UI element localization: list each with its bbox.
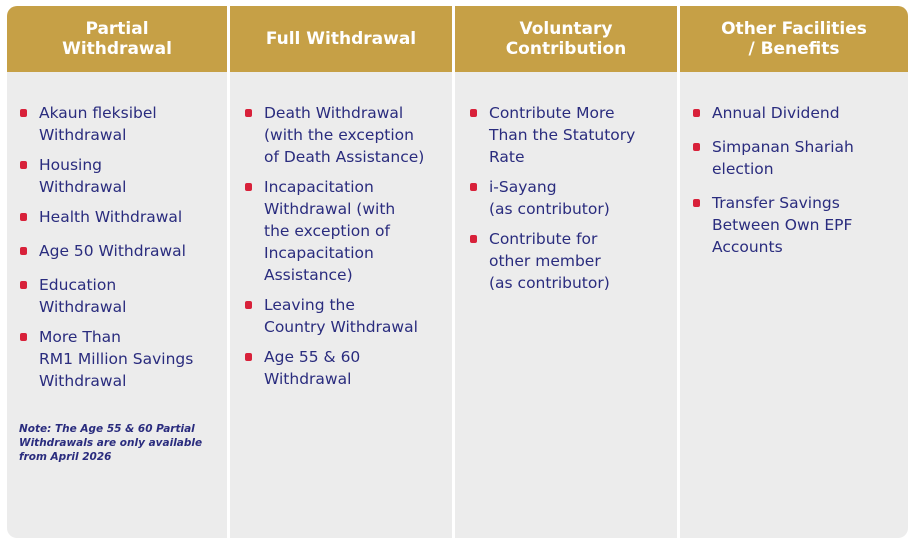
list-item [692, 136, 898, 180]
item-text: Incapacitation Withdrawal (with the exception of Incapacitation Assistance) [264, 178, 396, 284]
column-other-facilities [680, 6, 908, 538]
item-text: Leaving the Country Withdrawal [264, 296, 418, 336]
column-full-withdrawal [230, 6, 452, 538]
item-list [469, 102, 667, 294]
list-item [244, 176, 442, 286]
footnote: Note: The Age 55 & 60 Partial Withdrawals are only available from April 2026 [19, 423, 203, 463]
bullet-icon [245, 301, 252, 309]
item-list [692, 102, 898, 258]
bullet-icon [693, 199, 700, 207]
bullet-icon [20, 281, 27, 289]
bullet-icon [245, 109, 252, 117]
item-list [244, 102, 442, 390]
list-item [19, 102, 217, 146]
bullet-icon [245, 183, 252, 191]
list-item [692, 192, 898, 258]
item-text: Housing Withdrawal [39, 156, 127, 196]
list-item [19, 206, 217, 228]
item-text: Simpanan Shariah election [712, 138, 854, 178]
column-header: Full Withdrawal [230, 6, 452, 72]
column-partial-withdrawal [7, 6, 227, 538]
bullet-icon [20, 247, 27, 255]
item-text: Akaun fleksibel Withdrawal [39, 104, 157, 144]
item-text: Education Withdrawal [39, 276, 127, 316]
bullet-icon [693, 143, 700, 151]
item-text: i-Sayang (as contributor) [489, 178, 610, 218]
column-header: Partial Withdrawal [7, 6, 227, 72]
list-item [469, 102, 667, 168]
bullet-icon [470, 235, 477, 243]
item-text: Transfer Savings Between Own EPF Accounts [712, 194, 853, 256]
list-item [244, 346, 442, 390]
bullet-icon [245, 353, 252, 361]
list-item [19, 274, 217, 318]
bullet-icon [20, 333, 27, 341]
item-text: Contribute for other member (as contributor) [489, 230, 610, 292]
list-item [19, 326, 217, 392]
column-body [680, 72, 908, 538]
column-voluntary-contribution [455, 6, 677, 538]
list-item [244, 102, 442, 168]
bullet-icon [20, 109, 27, 117]
item-text: Death Withdrawal (with the exception of Death Assistance) [264, 104, 425, 166]
facilities-table [7, 6, 908, 538]
list-item [469, 176, 667, 220]
bullet-icon [470, 109, 477, 117]
item-text: Contribute More Than the Statutory Rate [489, 104, 636, 166]
column-header: Other Facilities / Benefits [680, 6, 908, 72]
list-item [692, 102, 898, 124]
bullet-icon [20, 161, 27, 169]
item-list [19, 102, 217, 392]
bullet-icon [470, 183, 477, 191]
item-text: Health Withdrawal [39, 208, 183, 226]
item-text: Annual Dividend [712, 104, 840, 122]
column-body [7, 72, 227, 538]
list-item [19, 154, 217, 198]
bullet-icon [693, 109, 700, 117]
bullet-icon [20, 213, 27, 221]
list-item [244, 294, 442, 338]
column-body [455, 72, 677, 538]
item-text: More Than RM1 Million Savings Withdrawal [39, 328, 194, 390]
item-text: Age 55 & 60 Withdrawal [264, 348, 361, 388]
column-body [230, 72, 452, 538]
column-header: Voluntary Contribution [455, 6, 677, 72]
list-item [19, 240, 217, 262]
item-text: Age 50 Withdrawal [39, 242, 186, 260]
list-item [469, 228, 667, 294]
